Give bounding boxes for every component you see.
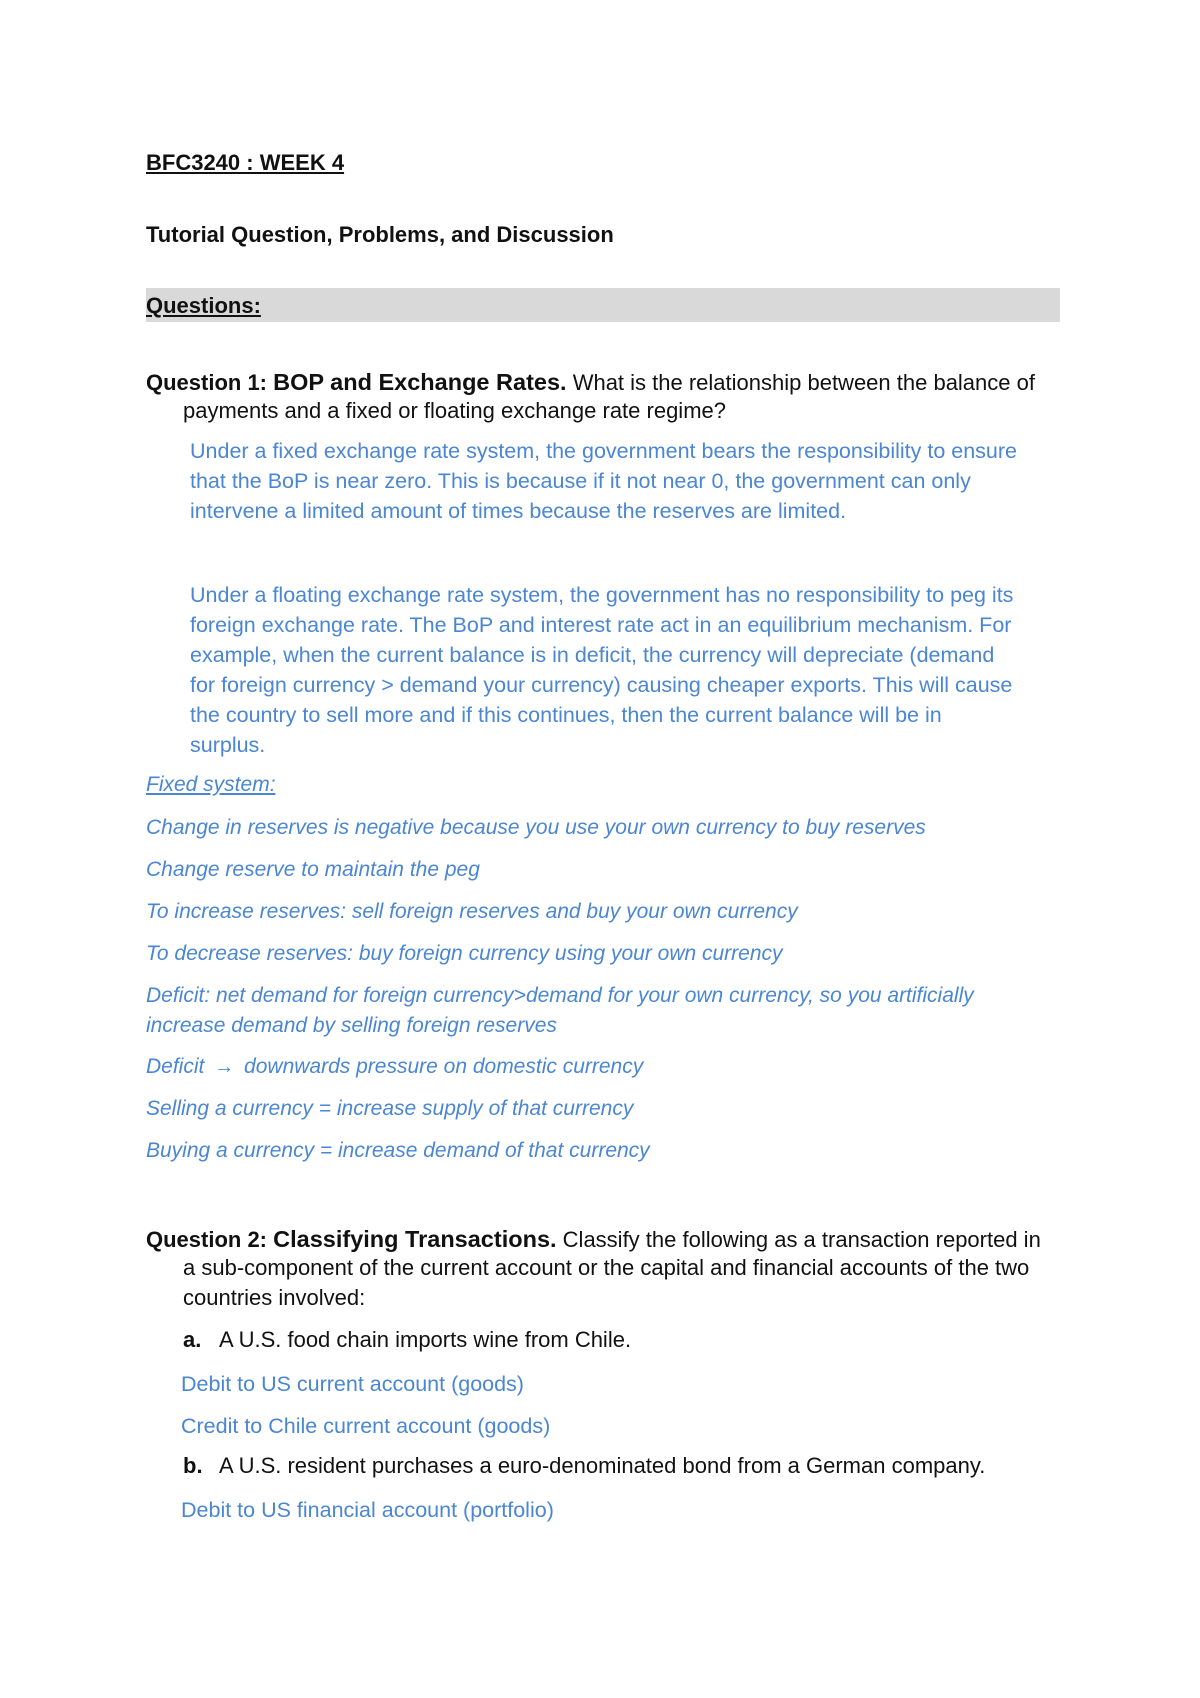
note-decrease-reserves: To decrease reserves: buy foreign currency using your own currency	[146, 942, 783, 965]
item-a-text: A U.S. food chain imports wine from Chile.	[219, 1327, 632, 1352]
note-deficit-line-1: Deficit: net demand for foreign currency>demand for your own currency, so you artificially	[146, 984, 974, 1007]
questions-heading-bar	[146, 288, 1060, 322]
item-b-label: b.	[183, 1453, 203, 1478]
note-selling-currency: Selling a currency = increase supply of that currency	[146, 1097, 634, 1120]
question-1-topic: BOP and Exchange Rates.	[273, 369, 567, 395]
answer-floating-line-4: for foreign currency > demand your currency) causing cheaper exports. This will cause	[190, 673, 1013, 697]
answer-fixed-line-2: that the BoP is near zero. This is because if it not near 0, the government can only	[190, 469, 971, 493]
answer-floating-line-3: example, when the current balance is in deficit, the currency will depreciate (demand	[190, 643, 995, 667]
question-2-text: Classify the following as a transaction reported in	[562, 1227, 1041, 1252]
note-increase-reserves: To increase reserves: sell foreign reserves and buy your own currency	[146, 900, 798, 923]
answer-floating-line-1: Under a floating exchange rate system, the government has no responsibility to peg its	[190, 583, 1014, 607]
note-deficit-line-2: increase demand by selling foreign reserves	[146, 1014, 557, 1037]
question-1-line-2: payments and a fixed or floating exchange rate regime?	[183, 398, 726, 423]
question-2-line-3: countries involved:	[183, 1285, 366, 1310]
question-2-line-1	[146, 1225, 1041, 1253]
item-b-answer-1: Debit to US financial account (portfolio)	[181, 1498, 554, 1522]
note-buying-currency: Buying a currency = increase demand of that currency	[146, 1139, 650, 1162]
question-2-label: Question 2:	[146, 1227, 268, 1252]
note-maintain-peg: Change reserve to maintain the peg	[146, 858, 480, 881]
document-title: BFC3240 : WEEK 4	[146, 150, 345, 175]
item-b-text: A U.S. resident purchases a euro-denominated bond from a German company.	[219, 1453, 986, 1478]
item-a	[183, 1327, 631, 1353]
answer-fixed-line-3: intervene a limited amount of times because the reserves are limited.	[190, 499, 847, 523]
answer-floating-line-6: surplus.	[190, 733, 266, 757]
question-1-line-1	[146, 368, 1035, 396]
answer-fixed-line-1: Under a fixed exchange rate system, the government bears the responsibility to ensure	[190, 439, 1018, 463]
deficit-label: Deficit	[146, 1055, 205, 1078]
item-a-answer-1: Debit to US current account (goods)	[181, 1372, 524, 1396]
item-a-label: a.	[183, 1327, 202, 1352]
note-reserves-negative: Change in reserves is negative because you use your own currency to buy reserves	[146, 816, 926, 839]
question-1-text: What is the relationship between the balance of	[572, 370, 1035, 395]
document-subtitle: Tutorial Question, Problems, and Discussion	[146, 222, 614, 247]
answer-floating-line-5: the country to sell more and if this continues, then the current balance will be in	[190, 703, 942, 727]
note-deficit-pressure	[146, 1054, 643, 1079]
answer-floating-line-2: foreign exchange rate. The BoP and interest rate act in an equilibrium mechanism. For	[190, 613, 1012, 637]
question-1-label: Question 1:	[146, 370, 268, 395]
fixed-system-heading: Fixed system:	[146, 773, 276, 796]
question-2-topic: Classifying Transactions.	[273, 1226, 557, 1252]
right-arrow-icon: →	[214, 1056, 235, 1078]
deficit-consequence: downwards pressure on domestic currency	[244, 1055, 644, 1078]
item-a-answer-2: Credit to Chile current account (goods)	[181, 1414, 551, 1438]
item-b	[183, 1453, 985, 1479]
question-2-line-2: a sub-component of the current account or the capital and financial accounts of the two	[183, 1255, 1030, 1280]
questions-heading: Questions:	[146, 293, 261, 318]
